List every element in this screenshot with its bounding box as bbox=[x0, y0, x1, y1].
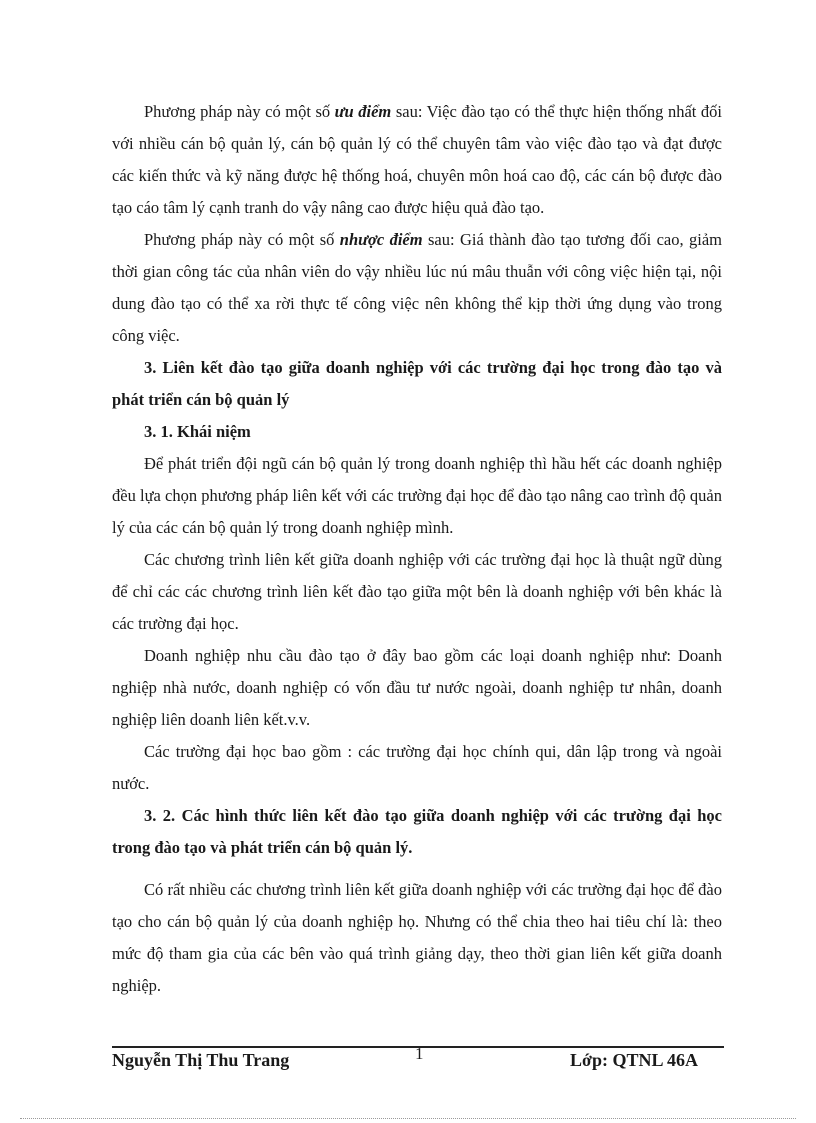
footer-author: Nguyễn Thị Thu Trang bbox=[112, 1050, 290, 1070]
paragraph-disadvantages: Phương pháp này có một số nhược điểm sau: Giá thành đào tạo tương đối cao, giảm thời gian công tác của nhân viên do vậy nhiều lúc nú mâu thuẫn với công việc hiện tại, nội dung đào tạo có thể xa rời thực tế công việc nên không thể kịp thời ứng dụng vào trong công việc. bbox=[112, 230, 722, 345]
paragraph-university-types: Các trường đại học bao gồm : các trường đại học chính qui, dân lập trong và ngoài nước. bbox=[112, 742, 722, 793]
paragraph-program-definition: Các chương trình liên kết giữa doanh nghiệp với các trường đại học là thuật ngữ dùng để chỉ các các chương trình liên kết đào tạo giữa một bên là doanh nghiệp với bên khác là các trường đại học. bbox=[112, 550, 722, 633]
document-body bbox=[112, 96, 722, 1002]
paragraph-program-forms: Có rất nhiều các chương trình liên kết giữa doanh nghiệp với các trường đại học để đào tạo cho cán bộ quản lý của doanh nghiệp họ. Nhưng có thể chia theo hai tiêu chí là: theo mức độ tham gia của các bên vào quá trình giảng dạy, theo thời gian liên kết giữa doanh nghiệp. bbox=[112, 880, 722, 995]
paragraph-advantages: Phương pháp này có một số ưu điểm sau: Việc đào tạo có thể thực hiện thống nhất đối với nhiều cán bộ quản lý, cán bộ quản lý có thể chuyên tâm vào việc đào tạo và đạt được các kiến thức và kỹ năng được hệ thống hoá, chuyên môn hoá cao độ, các cán bộ được đào tạo cáo tâm lý cạnh tranh do vậy nâng cao được hiệu quả đào tạo. bbox=[112, 102, 723, 217]
emphasis-advantages: ưu điểm bbox=[334, 102, 392, 121]
paragraph-enterprise-types: Doanh nghiệp nhu cầu đào tạo ở đây bao gồm các loại doanh nghiệp như: Doanh nghiệp nhà nước, doanh nghiệp có vốn đầu tư nước ngoài, doanh nghiệp tư nhân, doanh nghiệp liên doanh liên kết.v.v. bbox=[112, 646, 722, 729]
page-bottom-border bbox=[20, 1118, 796, 1119]
subsection-heading-3-2: 3. 2. Các hình thức liên kết đào tạo giữa doanh nghiệp với các trường đại học trong đào tạo và phát triển cán bộ quản lý. bbox=[112, 806, 722, 857]
section-heading-3: 3. Liên kết đào tạo giữa doanh nghiệp với các trường đại học trong đào tạo và phát triển cán bộ quản lý bbox=[112, 358, 722, 409]
footer-class: Lớp: QTNL 46A bbox=[570, 1050, 698, 1070]
emphasis-disadvantages: nhược điểm bbox=[339, 230, 423, 249]
page-footer bbox=[112, 1044, 724, 1078]
footer-page-number: 1 bbox=[415, 1044, 424, 1063]
subsection-heading-3-1: 3. 1. Khái niệm bbox=[144, 422, 251, 441]
paragraph-concept: Để phát triển đội ngũ cán bộ quản lý trong doanh nghiệp thì hầu hết các doanh nghiệp đều lựa chọn phương pháp liên kết với các trường đại học để đào tạo nâng cao trình độ quản lý của các cán bộ quản lý trong doanh nghiệp mình. bbox=[112, 454, 722, 537]
